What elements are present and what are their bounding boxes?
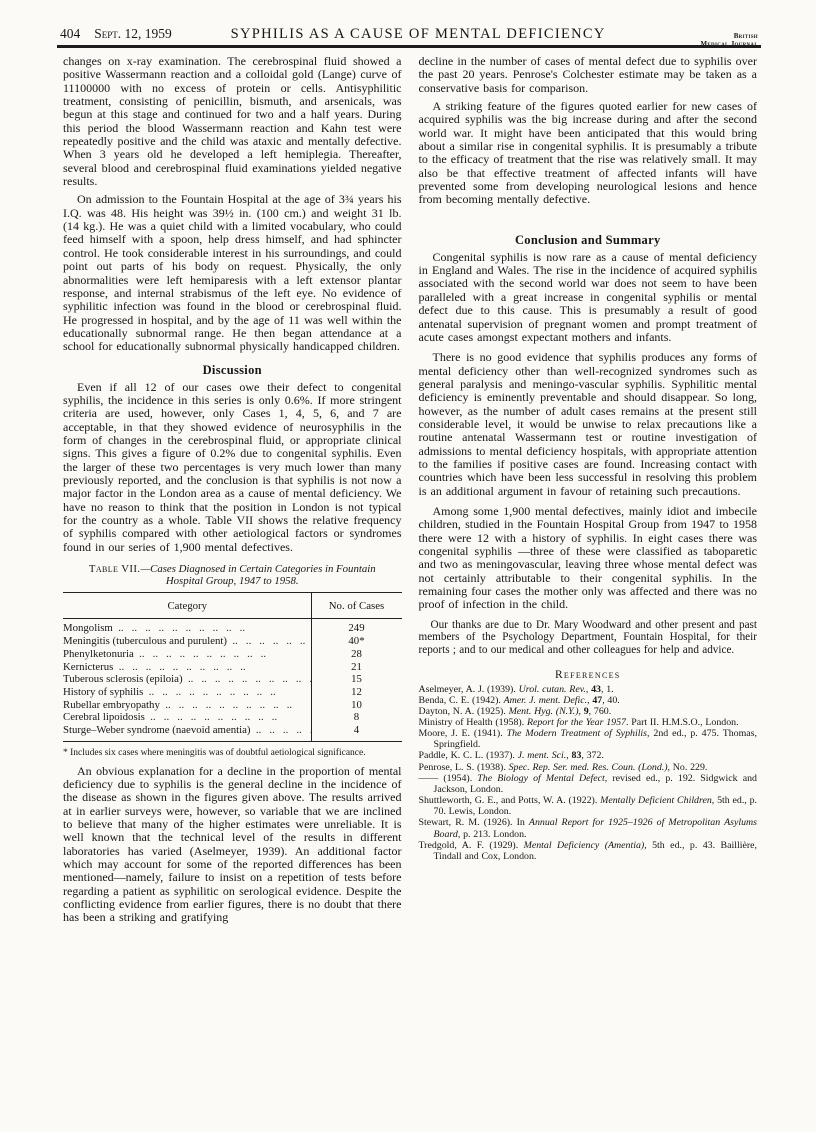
category-cell: Sturge–Weber syndrome (naevoid amentia) [63,724,251,737]
column-header-category: Category [167,600,208,613]
table-row [63,686,402,699]
paragraph-case-history-1: changes on x-ray examination. The cerebrospinal fluid showed a positive Wassermann reaction and a colloidal gold (Lange) curve of 11100000 with no excess of protein or cells. Antisyphilitic treatment, consisting of penicillin, bismuth, and arsenicals, was begun at this stage and continued for two and a half years. During this period the blood Wassermann reaction and Kahn test were repeatedly positive and the child was ataxic and mentally defective. When 3 years old he developed a left hemiplegia. Thereafter, several blood and cerebrospinal fluid examinations yielded negative results. [63,54,402,189]
dot-leader [160,699,312,712]
table-row [63,648,402,661]
table-caption [69,563,396,587]
dot-leader [183,673,312,686]
table-body [63,619,402,740]
paragraph-decline: decline in the number of cases of mental defect due to syphilis over the past 20 years. Penrose's Colchester estimate may be taken as a conservative basis for comparison. [418,54,757,95]
reference-entry: Penrose, L. S. (1938). Spec. Rep. Ser. med. Res. Coun. (Lond.), No. 229. [418,761,708,773]
cases-cell: 28 [351,647,362,660]
cases-cell: 12 [351,685,362,698]
cases-cell: 8 [353,711,360,724]
cases-cell: 10 [351,698,362,711]
category-cell: Tuberous sclerosis (epiloia) [63,673,183,686]
cases-cell: 40* [348,635,365,648]
table-row [63,711,402,724]
category-cell: Rubellar embryopathy [63,698,160,711]
table-row [63,724,402,737]
table-row [63,635,402,648]
table-row [63,699,402,712]
reference-entry: Tredgold, A. F. (1929). Mental Deficiency (Amentia), 5th ed., p. 43. Baillière, Tindall and Cox, London. [418,839,757,862]
reference-entry: Benda, C. E. (1942). Amer. J. ment. Defic., 47, 40. [418,694,620,706]
category-cell: Kernicterus [63,660,114,673]
cases-cell: 15 [351,673,362,686]
paragraph-conclusion-1: Congenital syphilis is now rare as a cause of mental deficiency in England and Wales. The rise in the incidence of acquired syphilis associated with the second world war does not seem to have been paralleled with a great increase in congenital syphilis or mental defect due to this cause. This is presumably a result of good antenatal supervision of pregnant women and prompt treatment of acute cases amongst expectant mothers and infants. [418,249,757,344]
paragraph-conclusion-2: There is no good evidence that syphilis produces any forms of mental deficiency other than well-recognized syndromes such as general paralysis and meningo-vascular syphilis. Syphilitic mental deficiency is eminently preventable and should disappear. So long, however, as the number of adult cases remains at the present still considerable level, it would be unwise to relax precautions like a routine antenatal Wassermann test or routine investigation of admissions to mental deficiency hospitals, with appropriate attention to the families if positive cases are found. Increasing contact with countries which have been less successful in resolving this problem is an additional argument in favour of retaining such precautions. [418,350,757,498]
paragraph-discussion-2: An obvious explanation for a decline in the proportion of mental deficiency due to syphilis is the general decline in the incidence of the disease as shown in the figures given above. The results arrived at in earlier surveys were, however, so variable that we are inclined to believe that many of the higher estimates were unreliable. It is well known that the technical level of the results in different laboratories has varied (Aselmeyer, 1939). An additional factor which may account for some of the reported differences has been mentioned—namely, failure to insist on a repetition of tests before regarding a patient as syphilitic on serological evidence. Despite the conflicting evidence from earlier figures, there is no doubt that there has been a striking and gratifying [63,763,402,925]
category-cell: Cerebral lipoidosis [63,711,145,724]
journal-name-line1: British [733,32,758,40]
acknowledgment: Our thanks are due to Dr. Mary Woodward and other present and past members of the Psychology Department, Fountain Hospital, for their reports ; and to our medical and other colleagues for help and advice. [418,618,757,656]
table-row [63,661,402,674]
paragraph-conclusion-3: Among some 1,900 mental defectives, mainly idiot and imbecile children, studied in the Fountain Hospital Group from 1947 to 1958 there were 12 with a history of syphilis. In eight cases there was congenital syphilis —three of these were classified as taboparetic and two as meningovascular, leaving three whose mental defect was not certainly attributable to their congenital syphilis. In the remaining four cases the mother only was affected and there was no proof of infection in the child. [418,503,757,612]
category-cell: History of syphilis [63,685,144,698]
category-cell: Meningitis (tuberculous and purulent) [63,635,228,648]
column-header-cases: No. of Cases [328,600,385,613]
cases-cell: 21 [351,660,362,673]
article-body [63,55,757,925]
page-number: 404 [60,26,81,41]
left-column [63,55,402,925]
section-heading-conclusion: Conclusion and Summary [514,232,661,247]
cases-cell: 249 [348,622,365,635]
reference-entry: —— (1954). The Biology of Mental Defect, revised ed., p. 192. Sidgwick and Jackson, London. [418,772,757,795]
reference-entry: Aselmeyer, A. J. (1939). Urol. cutan. Rev., 43, 1. [418,683,614,695]
section-heading-discussion: Discussion [202,362,262,377]
table-vii [63,563,402,759]
category-cell: Mongolism [63,622,113,635]
table-row [63,622,402,635]
right-column [419,55,758,925]
reference-entry: Stewart, R. M. (1926). In Annual Report for 1925–1926 of Metropolitan Asylums Board, p. 213. London. [418,817,757,840]
dot-leader [251,724,312,737]
reference-entry: Shuttleworth, G. E., and Potts, W. A. (1922). Mentally Deficient Children, 5th ed., p. 70. Lewis, London. [418,795,757,818]
paragraph-discussion-1: Even if all 12 of our cases owe their defect to congenital syphilis, the incidence in this series is only 0.6%. If more stringent criteria are used, however, only Cases 1, 4, 5, 6, and 7 are acceptable, in that they showed evidence of neurosyphilis in the form of changes in the cerebrospinal fluid, or appropriate clinical signs. This gives a figure of 0.2% due to congenital syphilis. Even the larger of these two percentages is very much lower than many previously reported, and the conclusion is that syphilis is not now a major factor in the London area as a cause of mental deficiency. We have no reason to think that the position in London is not typical for the country as a whole. Table VII shows the relative frequency of syphilis compared with other aetiological factors or syndromes found in our series of 1,900 mental defectives. [63,379,402,554]
reference-entry: Dayton, N. A. (1925). Ment. Hyg. (N.Y.), 9, 760. [418,705,612,717]
dot-leader [134,648,312,661]
running-title: SYPHILIS AS A CAUSE OF MENTAL DEFICIENCY [230,26,606,42]
reference-entry: Moore, J. E. (1941). The Modern Treatment of Syphilis, 2nd ed., p. 475. Thomas, Springfield. [418,728,757,751]
header-rule [57,45,761,48]
table-footnote: * Includes six cases where meningitis was of doubtful aetiological significance. [63,747,366,758]
paragraph-case-history-2: On admission to the Fountain Hospital at the age of 3¾ years his I.Q. was 48. His height was 39½ in. (100 cm.) and weight 31 lb. (14 kg.). He was a quiet child with a limited vocabulary, who could feed himself with a spoon, help dress himself, and had sphincter control. He took considerable interest in his surroundings, and could point out parts of his body on request. Physically, the only abnormalities were left hemiparesis with a left extensor plantar response, and internal strabismus of the left eye. No evidence of syphilitic infection was found in the blood or cerebrospinal fluid. He progressed in hospital, and by the age of 11 was well within the educationally subnormal range. He then began attendance at a school for educationally subnormal physically handicapped children. [63,192,402,354]
dot-leader [227,635,311,648]
dot-leader [143,686,311,699]
table-grid [63,592,402,741]
references-list [419,684,758,863]
table-title-text: —Cases Diagnosed in Certain Categories in Fountain Hospital Group, 1947 to 1958. [140,563,376,588]
section-heading-references: References [554,668,621,681]
dot-leader [113,622,312,635]
table-label: Table VII. [88,563,141,576]
table-row [63,673,402,686]
table-header-row [63,593,402,619]
category-cell: Phenylketonuria [63,647,134,660]
paragraph-striking-feature: A striking feature of the figures quoted earlier for new cases of acquired syphilis was the big increase during and after the second world war. It might have been anticipated that this would bring about a similar rise in congenital syphilis. It is presumably a tribute to the efficacy of treatment that the rise was relatively small. It may also be that effective treatment of affected infants will have prevented some from developing neurological lesions and hence from becoming mentally defective. [418,99,757,207]
cases-cell: 4 [353,724,360,737]
reference-entry: Paddle, K. C. L. (1937). J. ment. Sci., 83, 372. [418,750,604,762]
dot-leader [145,711,312,724]
header-page-info [60,26,172,42]
issue-date: Sept. 12, 1959 [94,26,172,41]
reference-entry: Ministry of Health (1958). Report for the Year 1957. Part II. H.M.S.O., London. [418,716,739,728]
dot-leader [113,661,311,674]
